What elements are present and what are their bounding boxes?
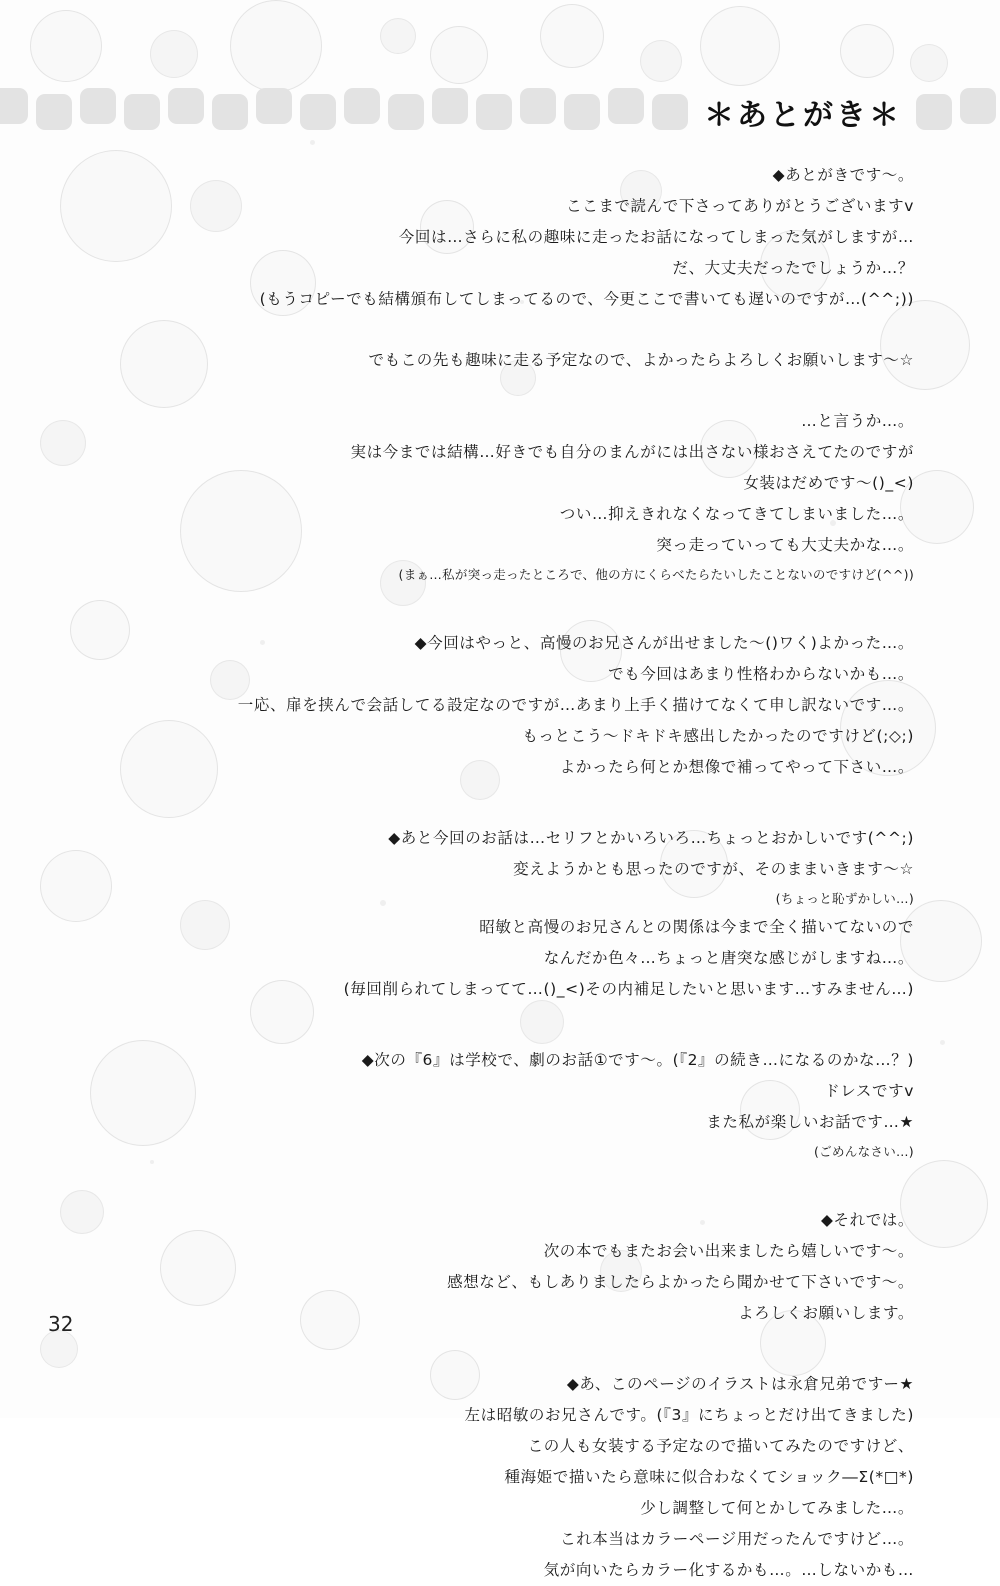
afterword-line: 実は今までは結構…好きでも自分のまんがには出さない様おさえてたのですが: [350, 443, 914, 461]
afterword-block-closing: [0, 1205, 914, 1329]
afterword-block-intro: [0, 160, 914, 315]
block-spacer: [0, 1005, 914, 1045]
block-spacer: [0, 588, 914, 628]
band-square: [564, 94, 600, 130]
afterword-line: (もうコピーでも結構頒布してしまってるので、今更ここで書いても遅いのですが…(^^;)): [259, 290, 914, 308]
afterword-line: (まぁ…私が突っ走ったところで、他の方にくらべたらたいしたことないのですけど(^^)): [398, 567, 914, 582]
block-spacer: [0, 783, 914, 823]
afterword-line: よろしくお願いします。: [738, 1304, 914, 1322]
band-square: [124, 94, 160, 130]
band-square: [256, 88, 292, 124]
afterword-line: 気が向いたらカラー化するかも…。…しないかも…: [543, 1561, 914, 1579]
afterword-line: 少し調整して何とかしてみました…。: [640, 1499, 914, 1517]
afterword-line: なんだか色々…ちょっと唐突な感じがしますね…。: [543, 949, 914, 967]
afterword-line: 突っ走っていっても大丈夫かな…。: [656, 536, 914, 554]
afterword-line: (毎回削られてしまってて…()_<)その内補足したいと思います…すみません…): [343, 980, 914, 998]
block-spacer: [0, 1329, 914, 1369]
band-square: [0, 88, 28, 124]
block-spacer: [0, 1165, 914, 1205]
band-square: [960, 88, 996, 124]
afterword-line: 今回は…さらに私の趣味に走ったお話になってしまった気がしますが…: [398, 228, 914, 246]
band-square: [916, 94, 952, 130]
afterword-line: …と言うか…。: [801, 412, 914, 430]
afterword-line: もっとこう～ドキドキ感出したかったのですけど(;◇;): [522, 727, 914, 745]
afterword-block-illust: [0, 1369, 914, 1586]
block-spacer: [0, 376, 914, 406]
afterword-line: ◆あ、このページのイラストは永倉兄弟ですー★: [566, 1375, 914, 1393]
afterword-line: ◆あと今回のお話は…セリフとかいろいろ…ちょっとおかしいです(^^;): [388, 829, 914, 847]
afterword-block-takao: [0, 628, 914, 783]
band-square: [388, 94, 424, 130]
band-square: [608, 88, 644, 124]
band-square: [344, 88, 380, 124]
afterword-block-josou: [0, 406, 914, 588]
afterword-line: でもこの先も趣味に走る予定なので、よかったらよろしくお願いします～☆: [368, 351, 914, 369]
afterword-body: [0, 160, 1000, 1586]
afterword-line: つい…抑えきれなくなってきてしまいました…。: [559, 505, 914, 523]
afterword-line: 女装はだめです～()_<): [743, 474, 914, 492]
afterword-line: だ、大丈夫だったでしょうか…？: [672, 259, 914, 277]
afterword-line: ◆あとがきです～。: [772, 166, 914, 184]
afterword-line: ここまで読んで下さってありがとうございますv: [566, 197, 914, 215]
band-square: [652, 94, 688, 130]
block-spacer: [0, 315, 914, 345]
page-number: 32: [48, 1312, 74, 1336]
afterword-line: (ごめんなさい…): [814, 1144, 914, 1159]
band-square: [36, 94, 72, 130]
afterword-line: 感想など、もしありましたらよかったら聞かせて下さいです～。: [447, 1273, 914, 1291]
afterword-block-serifu: [0, 823, 914, 1005]
afterword-line: また私が楽しいお話です…★: [706, 1113, 914, 1131]
afterword-line: 変えようかとも思ったのですが、そのままいきます～☆: [513, 860, 914, 878]
afterword-line: ドレスですv: [824, 1082, 914, 1100]
afterword-line: 昭敏と高慢のお兄さんとの関係は今まで全く描いてないので: [479, 918, 914, 936]
afterword-line: 左は昭敏のお兄さんです。(『3』にちょっとだけ出てきました): [464, 1406, 914, 1424]
afterword-block-future: [0, 345, 914, 376]
afterword-line: この人も女装する予定なので描いてみたのですけど、: [527, 1437, 914, 1455]
band-square: [520, 88, 556, 124]
afterword-block-next: [0, 1045, 914, 1165]
afterword-line: 次の本でもまたお会い出来ましたら嬉しいです～。: [543, 1242, 914, 1260]
afterword-line: ◆それでは。: [820, 1211, 914, 1229]
afterword-line: よかったら何とか想像で補ってやって下さい…。: [559, 758, 914, 776]
band-square: [300, 94, 336, 130]
band-square: [476, 94, 512, 130]
band-square: [80, 88, 116, 124]
afterword-line: ◆次の『6』は学校で、劇のお話①です～。(『2』の続き…になるのかな…？): [361, 1051, 914, 1069]
afterword-line: (ちょっと恥ずかしい…): [775, 891, 914, 906]
band-square: [212, 94, 248, 130]
afterword-line: ◆今回はやっと、高慢のお兄さんが出せました～()ワく)よかった…。: [414, 634, 914, 652]
band-square: [168, 88, 204, 124]
afterword-line: これ本当はカラーページ用だったんですけど…。: [560, 1530, 914, 1548]
band-square: [432, 88, 468, 124]
afterword-line: 種海姫で描いたら意味に似合わなくてショック―Σ(*□*): [504, 1468, 914, 1486]
afterword-line: 一応、扉を挟んで会話してる設定なのですが…あまり上手く描けてなくて申し訳ないです…。: [237, 696, 914, 714]
afterword-line: でも今回はあまり性格わからないかも…。: [608, 665, 914, 683]
page-title: ＊あとがき＊: [694, 88, 912, 140]
